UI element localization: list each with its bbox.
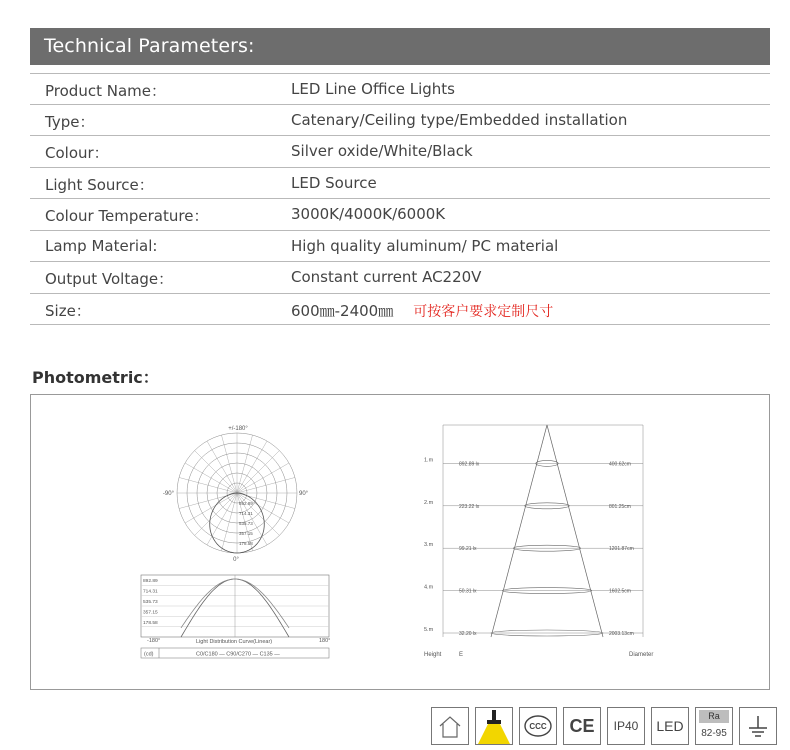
param-label: Product Name： — [45, 82, 166, 100]
polar-diagram — [177, 433, 297, 553]
param-label: Size： — [45, 301, 91, 320]
ip40-text: IP40 — [613, 719, 639, 733]
polar-top-label: +/-180° — [228, 426, 248, 432]
ground-symbol-icon — [739, 707, 777, 745]
param-row-output-voltage — [30, 262, 770, 294]
cone-lux: 99.21 lx — [459, 546, 477, 553]
cone-diameter: 2003.13cm — [609, 631, 634, 637]
linear-caption: Light Distribution Curve(Linear) — [196, 639, 273, 645]
photometric-diagrams — [31, 395, 771, 691]
polar-ring-value: 892.89 — [239, 501, 253, 506]
linear-x-left: -180° — [147, 638, 161, 644]
polar-ring-value: 535.73 — [239, 521, 253, 526]
ce-mark-icon — [563, 707, 601, 745]
param-value: LED Line Office Lights — [291, 80, 455, 98]
param-row-type — [30, 105, 770, 137]
polar-right-label: 90° — [299, 491, 309, 497]
linear-x-right: 180° — [319, 638, 331, 644]
param-value: Catenary/Ceiling type/Embedded installation — [291, 110, 628, 129]
param-label: Colour Temperature： — [45, 207, 209, 225]
cone-lux: 50.31 lx — [459, 588, 477, 595]
indoor-house-icon — [431, 707, 469, 745]
ccc-mark-icon — [519, 707, 557, 745]
ceiling-lamp-icon — [475, 707, 513, 745]
cone-lux: 223.22 lx — [459, 503, 480, 510]
cone-height: 1.m — [424, 457, 434, 464]
cone-height: 5.m — [424, 627, 434, 633]
param-value: 3000K/4000K/6000K — [291, 205, 446, 223]
cone-edge — [547, 425, 603, 637]
linear-y-tick: 357.15 — [143, 610, 158, 616]
led-badge — [651, 707, 689, 745]
cone-diameter: 1602.5cm — [609, 588, 631, 595]
cone-footer-e: E — [459, 652, 464, 658]
polar-ring-value: 714.31 — [239, 511, 253, 516]
param-value: LED Source — [291, 173, 377, 192]
ra-value: 82-95 — [701, 728, 727, 739]
param-label: Colour： — [45, 144, 109, 162]
param-value — [291, 300, 553, 321]
cone-diameter: 1201.87cm — [609, 546, 634, 553]
ce-mark-text: CE — [569, 715, 595, 736]
param-label: Output Voltage： — [45, 270, 174, 288]
ra-label: Ra — [699, 710, 729, 723]
param-label: Lamp Material: — [45, 236, 158, 255]
ra-badge — [695, 707, 733, 745]
linear-legend-text: C0/C180 — C90/C270 — C135 — — [196, 651, 280, 658]
cone-lux: 32.20 lx — [459, 631, 477, 637]
polar-bottom-label: 0° — [233, 557, 239, 563]
linear-distribution-chart — [141, 575, 329, 637]
polar-ring-value: 357.15 — [239, 531, 253, 536]
photometric-title: Photometric： — [32, 368, 159, 387]
ccc-mark-text: CCC — [529, 722, 547, 731]
param-value: Silver oxide/White/Black — [291, 142, 473, 160]
led-text: LED — [656, 718, 684, 734]
certification-icons — [431, 707, 777, 747]
polar-ring-value: 178.58 — [239, 541, 253, 546]
param-row-size — [30, 294, 770, 326]
cone-footer-height: Height — [424, 652, 442, 658]
linear-y-tick: 178.58 — [143, 621, 158, 626]
linear-legend-unit: (cd) — [144, 651, 154, 658]
param-value: Constant current AC220V — [291, 268, 482, 286]
cone-height: 2.m — [424, 499, 434, 506]
cone-lux: 892.89 lx — [459, 461, 480, 468]
cone-footer-diameter: Diameter — [629, 652, 654, 658]
cone-edge — [491, 425, 547, 637]
param-value: High quality aluminum/ PC material — [291, 236, 559, 255]
linear-y-tick: 892.89 — [143, 579, 158, 584]
size-value: 600㎜-2400㎜ — [291, 301, 394, 320]
param-row-colour — [30, 136, 770, 168]
photometric-panel — [30, 394, 770, 690]
parameters-table — [30, 73, 770, 325]
section-header: Technical Parameters: — [30, 28, 770, 65]
cone-diameter: 400.62cm — [609, 461, 631, 468]
param-row-light-source — [30, 168, 770, 200]
illuminance-cone-diagram — [424, 425, 643, 637]
ip40-badge — [607, 707, 645, 745]
param-row-lamp-material — [30, 231, 770, 263]
param-row-colour-temperature — [30, 199, 770, 231]
linear-y-tick: 714.31 — [143, 589, 158, 595]
cone-diameter: 801.25cm — [609, 503, 631, 510]
linear-y-tick: 535.73 — [143, 600, 158, 605]
param-row-product-name — [30, 73, 770, 105]
polar-left-label: -90° — [162, 491, 174, 497]
size-note: 可按客户要求定制尺寸 — [413, 303, 554, 320]
param-label: Type： — [45, 112, 95, 131]
cone-height: 3.m — [424, 542, 434, 549]
cone-height: 4.m — [424, 584, 434, 591]
param-label: Light Source： — [45, 175, 154, 194]
